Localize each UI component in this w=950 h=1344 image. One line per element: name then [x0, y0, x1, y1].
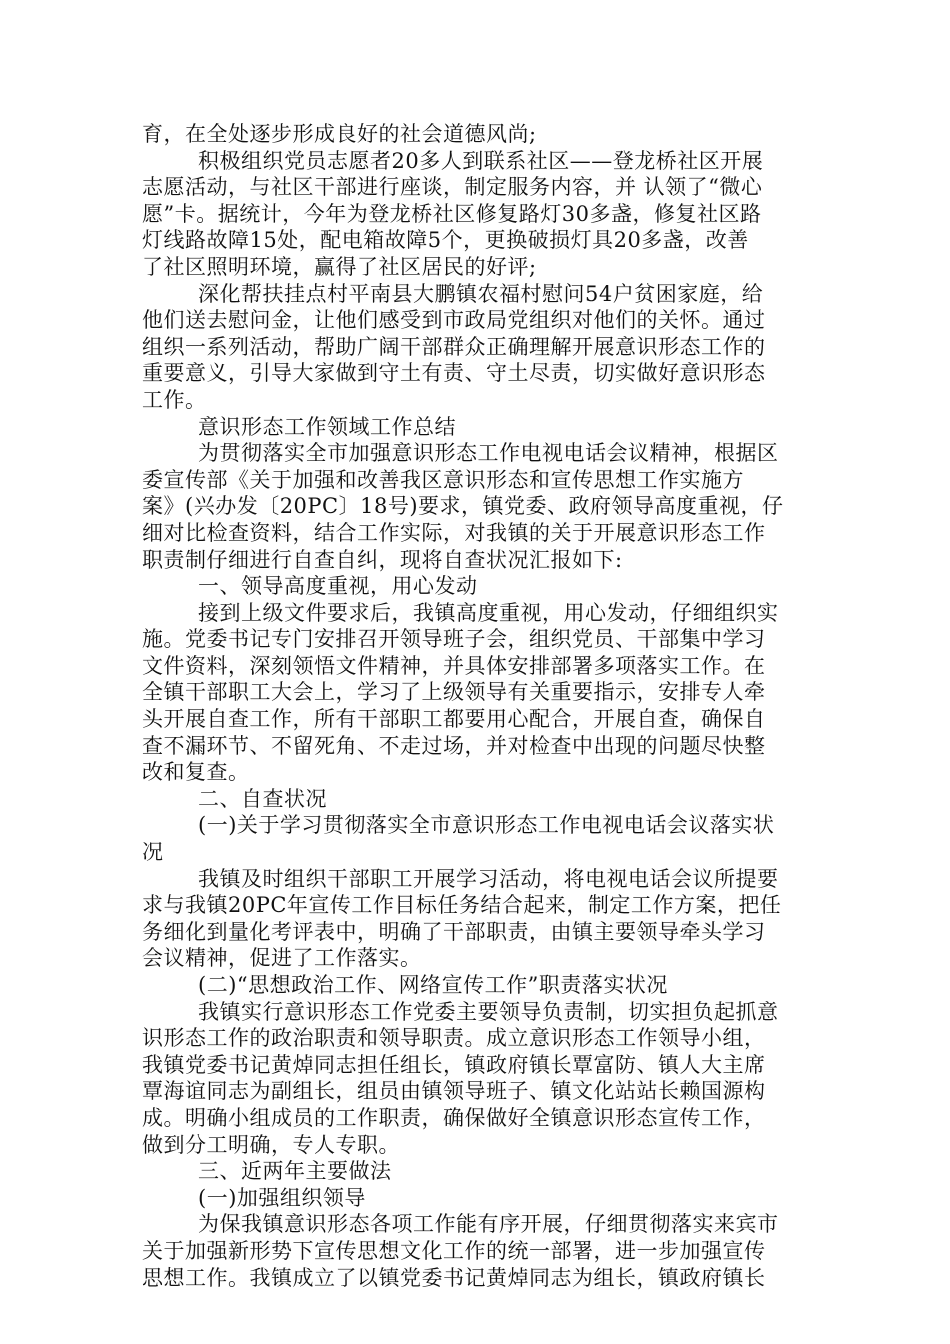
- text-line: 查不漏环节、不留死角、不走过场，并对检查中出现的问题尽快整: [142, 733, 766, 758]
- text-line: 成。明确小组成员的工作职责，确保做好全镇意识形态宣传工作，: [142, 1105, 766, 1130]
- text-line: 务细化到量化考评表中，明确了干部职责，由镇主要领导牵头学习: [142, 919, 766, 944]
- text-line: 我镇党委书记黄焯同志担任组长，镇政府镇长覃富防、镇人大主席: [142, 1052, 766, 1077]
- text-line: 细对比检查资料，结合工作实际，对我镇的关于开展意识形态工作: [142, 520, 766, 545]
- text-line: 全镇干部职工大会上，学习了上级领导有关重要指示，安排专人牵: [142, 680, 766, 705]
- text-line: (二)“思想政治工作、网络宣传工作”职责落实状况: [198, 973, 668, 997]
- text-line: 接到上级文件要求后，我镇高度重视，用心发动，仔细组织实: [198, 600, 779, 625]
- text-line: (一)加强组织领导: [198, 1185, 366, 1210]
- text-line: 职责制仔细进行自查自纠，现将自查状况汇报如下:: [142, 547, 623, 572]
- text-line: 我镇实行意识形态工作党委主要领导负责制，切实担负起抓意: [198, 999, 779, 1024]
- text-line: 工作。: [142, 387, 207, 412]
- text-line: 积极组织党员志愿者20多人到联系社区——登龙桥社区开展: [198, 148, 764, 173]
- text-line: 覃海谊同志为副组长，组员由镇领导班子、镇文化站站长赖国源构: [142, 1079, 766, 1104]
- text-line: 会议精神，促进了工作落实。: [142, 946, 422, 971]
- text-line: 为贯彻落实全市加强意识形态工作电视电话会议精神，根据区: [198, 441, 779, 466]
- text-line: 三、近两年主要做法: [198, 1159, 392, 1184]
- text-line: 我镇及时组织干部职工开展学习活动，将电视电话会议所提要: [198, 866, 779, 891]
- text-line: 改和复查。: [142, 760, 250, 785]
- text-line: 为保我镇意识形态各项工作能有序开展，仔细贯彻落实来宾市: [198, 1212, 779, 1237]
- text-line: 愿”卡。据统计，今年为登龙桥社区修复路灯30多盏，修复社区路: [142, 201, 762, 226]
- text-line: 重要意义，引导大家做到守土有责、守土尽责，切实做好意识形态: [142, 361, 766, 386]
- document-body: [142, 121, 812, 1291]
- text-line: 组织一系列活动，帮助广阔干部群众正确理解开展意识形态工作的: [142, 334, 766, 359]
- text-line: 案》(兴办发〔20PC〕18号)要求，镇党委、政府领导高度重视，仔: [142, 494, 784, 519]
- text-line: 思想工作。我镇成立了以镇党委书记黄焯同志为组长，镇政府镇长: [142, 1265, 766, 1290]
- text-line: 深化帮扶挂点村平南县大鹏镇农福村慰问54户贫困家庭，给: [198, 281, 764, 306]
- text-line: 施。党委书记专门安排召开领导班子会，组织党员、干部集中学习: [142, 627, 766, 652]
- text-line: (一)关于学习贯彻落实全市意识形态工作电视电话会议落实状: [198, 813, 775, 838]
- text-line: 意识形态工作领域工作总结: [198, 414, 456, 439]
- text-line: 志愿活动，与社区干部进行座谈，制定服务内容，并 认领了“微心: [142, 175, 763, 200]
- text-line: 一、领导高度重视，用心发动: [198, 574, 478, 599]
- text-line: 关于加强新形势下宣传思想文化工作的统一部署，进一步加强宣传: [142, 1238, 766, 1263]
- text-line: 求与我镇20PC年宣传工作目标任务结合起来，制定工作方案，把任: [142, 893, 782, 918]
- text-line: 育，在全处逐步形成良好的社会道德风尚;: [142, 122, 537, 146]
- text-line: 了社区照明环境，赢得了社区居民的好评;: [142, 254, 537, 279]
- text-line: 况: [142, 840, 164, 865]
- text-line: 他们送去慰问金，让他们感受到市政局党组织对他们的关怀。通过: [142, 308, 766, 333]
- text-line: 文件资料，深刻领悟文件精神，并具体安排部署多项落实工作。在: [142, 653, 766, 678]
- text-line: 头开展自查工作，所有干部职工都要用心配合，开展自查，确保自: [142, 707, 766, 732]
- text-line: 做到分工明确，专人专职。: [142, 1132, 400, 1157]
- text-line: 委宣传部《关于加强和改善我区意识形态和宣传思想工作实施方: [142, 467, 744, 492]
- text-line: 灯线路故障15处，配电箱故障5个，更换破损灯具20多盏，改善: [142, 228, 749, 253]
- text-line: 识形态工作的政治职责和领导职责。成立意识形态工作领导小组，: [142, 1026, 766, 1051]
- text-line: 二、自查状况: [198, 786, 327, 811]
